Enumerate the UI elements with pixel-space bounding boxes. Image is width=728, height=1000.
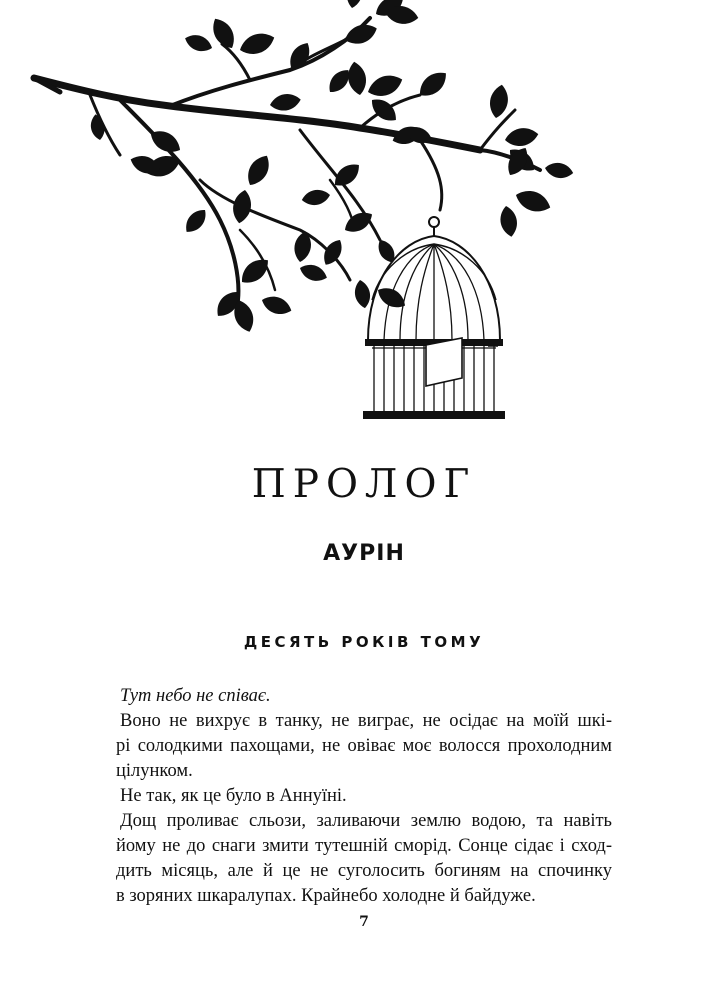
branch-birdcage-illustration — [0, 0, 728, 440]
page-number: 7 — [359, 914, 369, 930]
text-line: в зоряних шкаралупах. Крайнебо холодне й байдуже. — [116, 886, 536, 906]
text-line: Не так, як це було в Аннуїні. — [120, 786, 347, 806]
text-line: Дощ проливає сльози, заливаючи землю водою, та навіть — [120, 811, 612, 831]
time-heading: ДЕСЯТЬ РОКІВ ТОМУ — [243, 633, 485, 651]
narrator-name: АУРІН — [323, 541, 405, 566]
text-line: дить місяць, але й це не суголосить богиням на спочинку — [116, 861, 612, 881]
text-line: цілунком. — [116, 761, 193, 781]
chapter-title: ПРОЛОГ — [251, 462, 477, 507]
body-text — [116, 684, 612, 909]
text-line: йому не до снаги змити тутешній сморід. Сонце сідає і сход- — [116, 836, 612, 856]
text-line: рі солодкими пахощами, не овіває моє волосся прохолодним — [116, 736, 612, 756]
text-line: Воно не вихрує в танку, не виграє, не осідає на моїй шкі- — [120, 711, 612, 731]
text-line: Тут небо не співає. — [120, 686, 271, 706]
